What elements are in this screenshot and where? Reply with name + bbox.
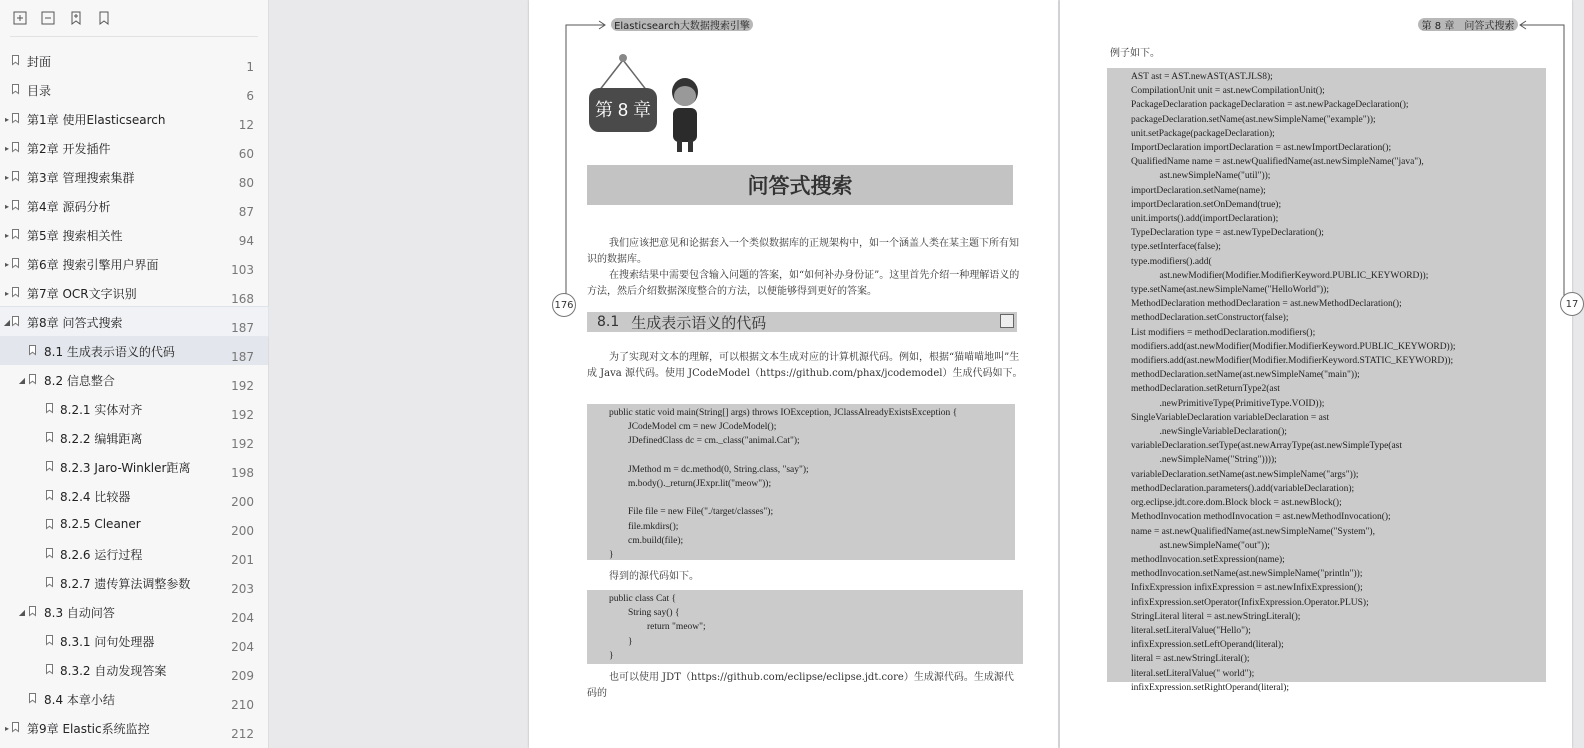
bookmark-icon [12,229,19,239]
toc-item-page: 198 [231,466,254,480]
toc-item-label: 第9章 Elastic系统监控 [27,722,150,736]
bookmark-icon [12,287,19,297]
toc-item-label: 8.2.2 编辑距离 [60,432,143,446]
bookmark-icon [29,606,36,616]
expand-arrow-icon[interactable]: ▸ [4,201,9,211]
toc-item[interactable] [0,249,268,278]
section-title: 生成表示语义的代码 [631,313,767,332]
toc-item[interactable] [0,133,268,162]
toc-item-page: 200 [231,495,254,509]
toc-item-label: 8.3 自动问答 [44,606,115,620]
toc-item-page: 60 [238,147,254,161]
expand-arrow-icon[interactable]: ▸ [4,172,9,182]
toc-item-page: 204 [231,640,254,654]
toc-item-page: 192 [231,437,254,451]
toc-item-label: 第3章 管理搜索集群 [27,171,135,185]
section-heading-bar [587,312,1017,332]
page-right [1060,0,1579,748]
chapter-tag: 第 8 章 [595,100,652,120]
toc-item-page: 87 [238,205,254,219]
toc-item-page: 192 [231,408,254,422]
toc-item[interactable] [0,191,268,220]
toc-item-label: 8.3.1 问句处理器 [60,635,155,649]
toc-item-page: 1 [246,60,254,74]
toc-item-page: 12 [238,118,254,132]
bookmark-icon [46,577,53,587]
toc-item[interactable] [0,162,268,191]
toc-item-page: 200 [231,524,254,538]
toc-item-label: 第8章 问答式搜索 [27,316,123,330]
bookmark-button[interactable] [94,8,114,28]
expand-arrow-icon[interactable]: ▸ [4,288,9,298]
expand-arrow-icon[interactable]: ▸ [4,143,9,153]
toc-item[interactable] [0,626,268,655]
toc-item-page: 103 [231,263,254,277]
toc-item-label: 第5章 搜索相关性 [27,229,123,243]
toc-item[interactable] [0,510,268,539]
toc-item-page: 168 [231,292,254,306]
bookmark-icon [46,664,53,674]
collapse-all-icon [41,11,55,25]
toc-item-label: 8.4 本章小结 [44,693,115,707]
toc-item[interactable] [0,220,268,249]
bookmark-icon [12,200,19,210]
toc-item-page: 212 [231,727,254,741]
toc-item-label: 8.1 生成表示语义的代码 [44,345,175,359]
toc-item[interactable] [0,423,268,452]
bookmark-icon [97,11,111,25]
toc-item-label: 8.3.2 自动发现答案 [60,664,167,678]
expand-arrow-icon[interactable]: ▸ [4,114,9,124]
paragraph-5: 也可以使用 JDT（https://github.com/eclipse/eclipse.jdt.core）生成源代码。生成源代码的 [587,672,1014,699]
toc-item-page: 80 [238,176,254,190]
bookmark-icon [46,490,53,500]
bookmark-icon [46,519,53,529]
bookmark-icon [29,374,36,384]
toc-item-label: 封面 [27,55,52,69]
bookmark-icon [12,316,19,326]
toc-item[interactable] [0,104,268,133]
add-bookmark-icon [69,11,83,25]
toc-item[interactable] [0,307,268,336]
bookmark-icon [12,722,19,732]
running-header: 第 8 章 问答式搜索 [1418,18,1518,31]
add-bookmark-button[interactable] [66,8,86,28]
toc-item-page: 187 [231,321,254,335]
document-viewer[interactable] [269,0,1579,748]
toc-item[interactable] [0,278,268,307]
toc-item-label: 第4章 源码分析 [27,200,111,214]
toc-item-label: 8.2.3 Jaro-Winkler距离 [60,461,191,475]
page-number-badge: 176 [552,293,576,317]
toc-item-label: 第1章 使用Elasticsearch [27,113,166,127]
toc-item-label: 第2章 开发插件 [27,142,111,156]
bookmark-icon [12,113,19,123]
bookmark-icon [46,548,53,558]
bookmark-icon [46,461,53,471]
toc-item-page: 94 [238,234,254,248]
paragraph-3: 为了实现对文本的理解，可以根据文本生成对应的计算机源代码。例如，根据“猫喵喵地叫”生成 Java 源代码。使用 JCodeModel（https://github.com/phax/jcodemodel）生成代码如下。 [587,352,1023,379]
collapse-arrow-icon[interactable]: ◢ [18,607,26,617]
running-header: Elasticsearch大数据搜索引擎 [611,18,753,31]
chapter-title: 问答式搜索 [747,173,853,198]
bookmark-icon [29,345,36,355]
code-block-2: public class Cat { String say() { return "meow"; } } [587,590,1023,664]
toc-item-label: 8.2.6 运行过程 [60,548,143,562]
intro-text: 例子如下。 [1110,48,1160,59]
toc-item-page: 6 [246,89,254,103]
toc-item-page: 187 [231,350,254,364]
bookmark-icon [29,693,36,703]
expand-arrow-icon[interactable]: ▸ [4,259,9,269]
expand-all-button[interactable] [10,8,30,28]
expand-arrow-icon[interactable]: ▸ [4,230,9,240]
toc-item[interactable] [0,684,268,713]
collapse-all-button[interactable] [38,8,58,28]
toc-item[interactable] [0,46,268,75]
paragraph-1: 我们应该把意见和论据套入一个类似数据库的正规架构中，如一个涵盖人类在某主题下所有知识的数据库。 [587,238,1019,265]
toc-item[interactable] [0,539,268,568]
toc-item-page: 201 [231,553,254,567]
chapter-title-bar [587,165,1013,205]
bookmark-icon [12,142,19,152]
toc-item-label: 8.2.7 遗传算法调整参数 [60,577,191,591]
page-number-badge: 17 [1560,292,1584,316]
toc-item[interactable] [0,568,268,597]
toc-item[interactable] [0,452,268,481]
collapse-arrow-icon[interactable]: ◢ [3,317,11,327]
bookmark-icon [46,403,53,413]
paragraph-4: 得到的源代码如下。 [609,571,699,582]
code-block-3: AST ast = AST.newAST(AST.JLS8); CompilationUnit unit = ast.newCompilationUnit(); PackageDeclaration packageDeclaration = ast.newPackageDeclaration(); packageDeclaration.setName(ast.newSimpleName("example")); unit.setPackage(packageDeclaration); ImportDeclaration importDeclaration = ast.newImportDeclaration(); QualifiedName name = ast.newQualifiedName(ast.newSimpleName("java"), ast.newSimpleName("util")); importDeclaration.setName(name); importDeclaration.setOnDemand(true); unit.imports().add(importDeclaration); TypeDeclaration type = ast.newTypeDeclaration(); type.setInterface(false); type.modifiers().add( ast.newModifier(Modifier.ModifierKeyword.PUBLIC_KEYWORD)); type.setName(ast.newSimpleName("HelloWorld")); MethodDeclaration methodDeclaration = ast.newMethodDeclaration(); methodDeclaration.setConstructor(false); List modifiers = methodDeclaration.modifiers(); modifiers.add(ast.newModifier(Modifier.ModifierKeyword.PUBLIC_KEYWORD)); modifiers.add(ast.newModifier(Modifier.ModifierKeyword.STATIC_KEYWORD)); methodDeclaration.setName(ast.newSimpleName("main")); methodDeclaration.setReturnType2(ast .newPrimitiveType(PrimitiveType.VOID)); SingleVariableDeclaration variableDeclaration = ast .newSingleVariableDeclaration(); variableDeclaration.setType(ast.newArrayType(ast.newSimpleType(ast .newSimpleName("String")))); variableDeclaration.setName(ast.newSimpleName("args")); methodDeclaration.parameters().add(variableDeclaration); org.eclipse.jdt.core.dom.Block block = ast.newBlock(); MethodInvocation methodInvocation = ast.newMethodInvocation(); name = ast.newQualifiedName(ast.newSimpleName("System"), ast.newSimpleName("out")); methodInvocation.setExpression(name); methodInvocation.setName(ast.newSimpleName("println")); InfixExpression infixExpression = ast.newInfixExpression(); infixExpression.setOperator(InfixExpression.Operator.PLUS); StringLiteral literal = ast.newStringLiteral(); literal.setLiteralValue("Hello"); infixExpression.setLeftOperand(literal); literal = ast.newStringLiteral(); literal.setLiteralValue(" world"); infixExpression.setRightOperand(literal); [1107,68,1546,682]
expand-all-icon [13,11,27,25]
toc-item-page: 210 [231,698,254,712]
bookmark-icon [12,258,19,268]
toc-item-label: 目录 [27,84,52,98]
collapse-arrow-icon[interactable]: ◢ [18,375,26,385]
edit-icon [1000,314,1014,328]
toc-item[interactable] [0,655,268,684]
toc-item-label: 8.2.4 比较器 [60,490,131,504]
page-left [529,0,1058,748]
toc-item[interactable] [0,713,268,742]
toc-item[interactable] [0,365,268,394]
toc-item[interactable] [0,75,268,104]
toc-item[interactable] [0,597,268,626]
sidebar-toolbar [10,0,258,37]
toc-item[interactable] [0,336,268,365]
section-number: 8.1 [597,314,620,330]
expand-arrow-icon[interactable]: ▸ [4,723,9,733]
toc-list [0,46,268,742]
toc-item-label: 8.2 信息整合 [44,374,115,388]
toc-item[interactable] [0,481,268,510]
toc-item-label: 8.2.5 Cleaner [60,517,141,531]
bookmark-sidebar [0,0,269,748]
bookmark-icon [46,635,53,645]
toc-item-label: 8.2.1 实体对齐 [60,403,143,417]
toc-item-page: 203 [231,582,254,596]
toc-item-page: 204 [231,611,254,625]
paragraph-2: 在搜索结果中需要包含输入问题的答案，如“如何补办身份证”。这里首先介绍一种理解语义的方法，然后介绍数据深度整合的方法，以便能够得到更好的答案。 [587,270,1020,297]
toc-item-label: 第6章 搜索引擎用户界面 [27,258,159,272]
toc-item-page: 192 [231,379,254,393]
code-block-1: public static void main(String[] args) throws IOException, JClassAlreadyExistsException { JCodeModel cm = new JCodeModel(); JDefinedClass dc = cm._class("animal.Cat"); JMethod m = dc.method(0, String.class, "say"); m.body()._return(JExpr.lit("meow")); File file = new File("./target/classes"); file.mkdirs(); cm.build(file); } [587,404,1015,560]
toc-item[interactable] [0,394,268,423]
toc-item-label: 第7章 OCR文字识别 [27,287,137,301]
bookmark-icon [12,84,19,94]
bookmark-icon [12,171,19,181]
bookmark-icon [46,432,53,442]
toc-item-page: 209 [231,669,254,683]
bookmark-icon [12,55,19,65]
